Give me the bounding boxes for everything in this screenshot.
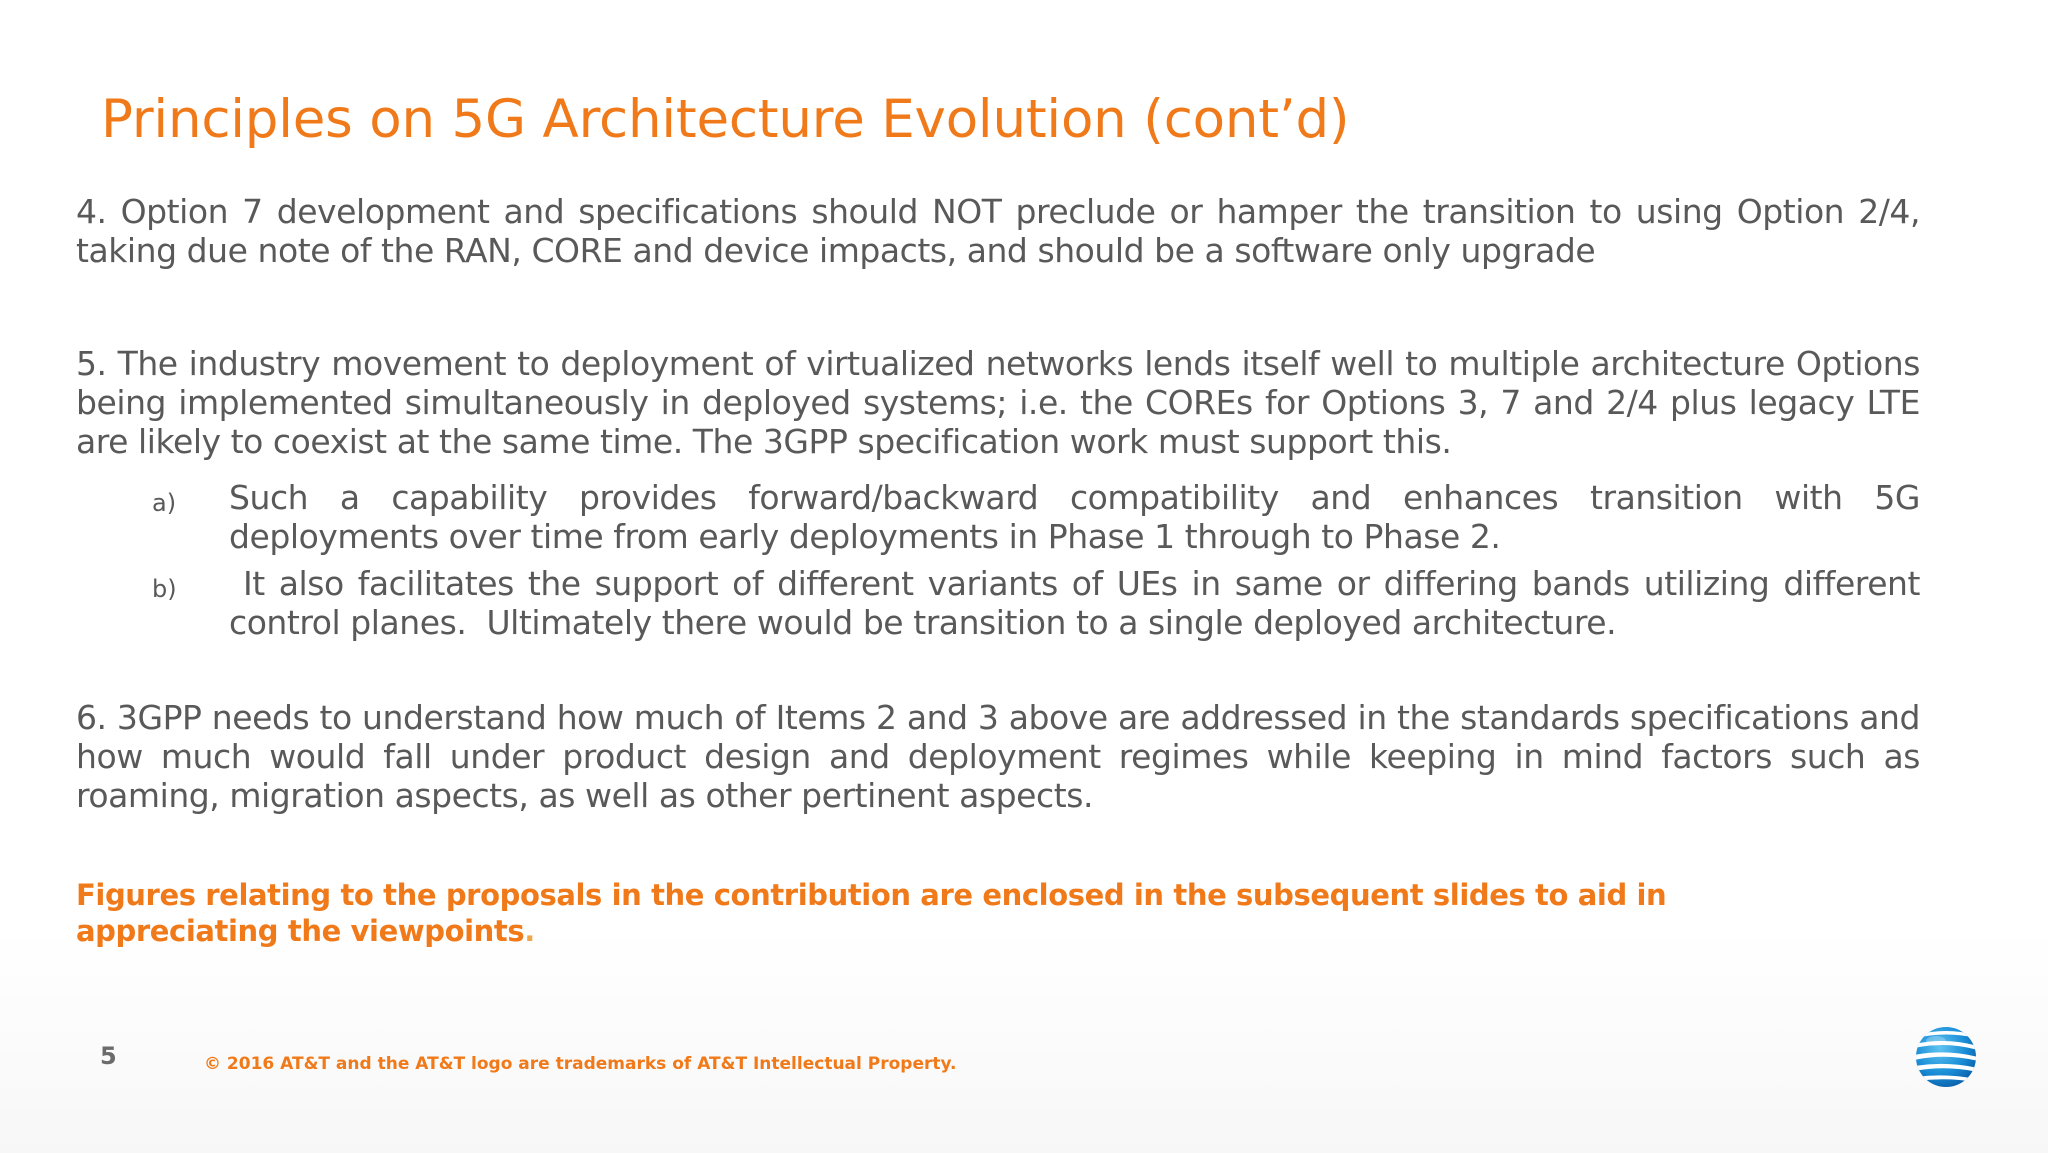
highlight-period: .	[524, 914, 535, 948]
item-4-text: 4. Option 7 development and specifications should NOT preclude or hamper the transition to using Option 2/4, taking due note of the RAN, CORE and device impacts, and should be a software only upgrade	[76, 192, 1920, 270]
slide-title: Principles on 5G Architecture Evolution (cont’d)	[101, 89, 1350, 150]
item-6-text: 6. 3GPP needs to understand how much of Items 2 and 3 above are addressed in the standards specifications and how much would fall under product design and deployment regimes while keeping in mind factors such as roaming, migration aspects, as well as other pertinent aspects.	[76, 698, 1920, 815]
highlight-note	[76, 877, 1856, 949]
footer-background	[0, 930, 2048, 1153]
copyright-notice: © 2016 AT&T and the AT&T logo are trademarks of AT&T Intellectual Property.	[204, 1054, 957, 1074]
subitem-a-marker: a)	[152, 489, 177, 517]
subitem-b-marker: b)	[152, 575, 177, 603]
item-5-text: 5. The industry movement to deployment of virtualized networks lends itself well to multiple architecture Options being implemented simultaneously in deployed systems; i.e. the COREs for Options 3, 7 and 2/4 plus legacy LTE are likely to coexist at the same time. The 3GPP specification work must support this.	[76, 344, 1920, 461]
page-number: 5	[100, 1042, 117, 1070]
subitem-a-text: Such a capability provides forward/backward compatibility and enhances transition with 5G deployments over time from early deployments in Phase 1 through to Phase 2.	[229, 478, 1920, 556]
att-globe-icon	[1912, 1023, 1980, 1091]
subitem-b-text: It also facilitates the support of different variants of UEs in same or differing bands utilizing different control planes. Ultimately there would be transition to a single deployed architecture.	[229, 564, 1931, 642]
highlight-text: Figures relating to the proposals in the contribution are enclosed in the subsequent slides to aid in appreciating the viewpoints	[76, 878, 1667, 948]
